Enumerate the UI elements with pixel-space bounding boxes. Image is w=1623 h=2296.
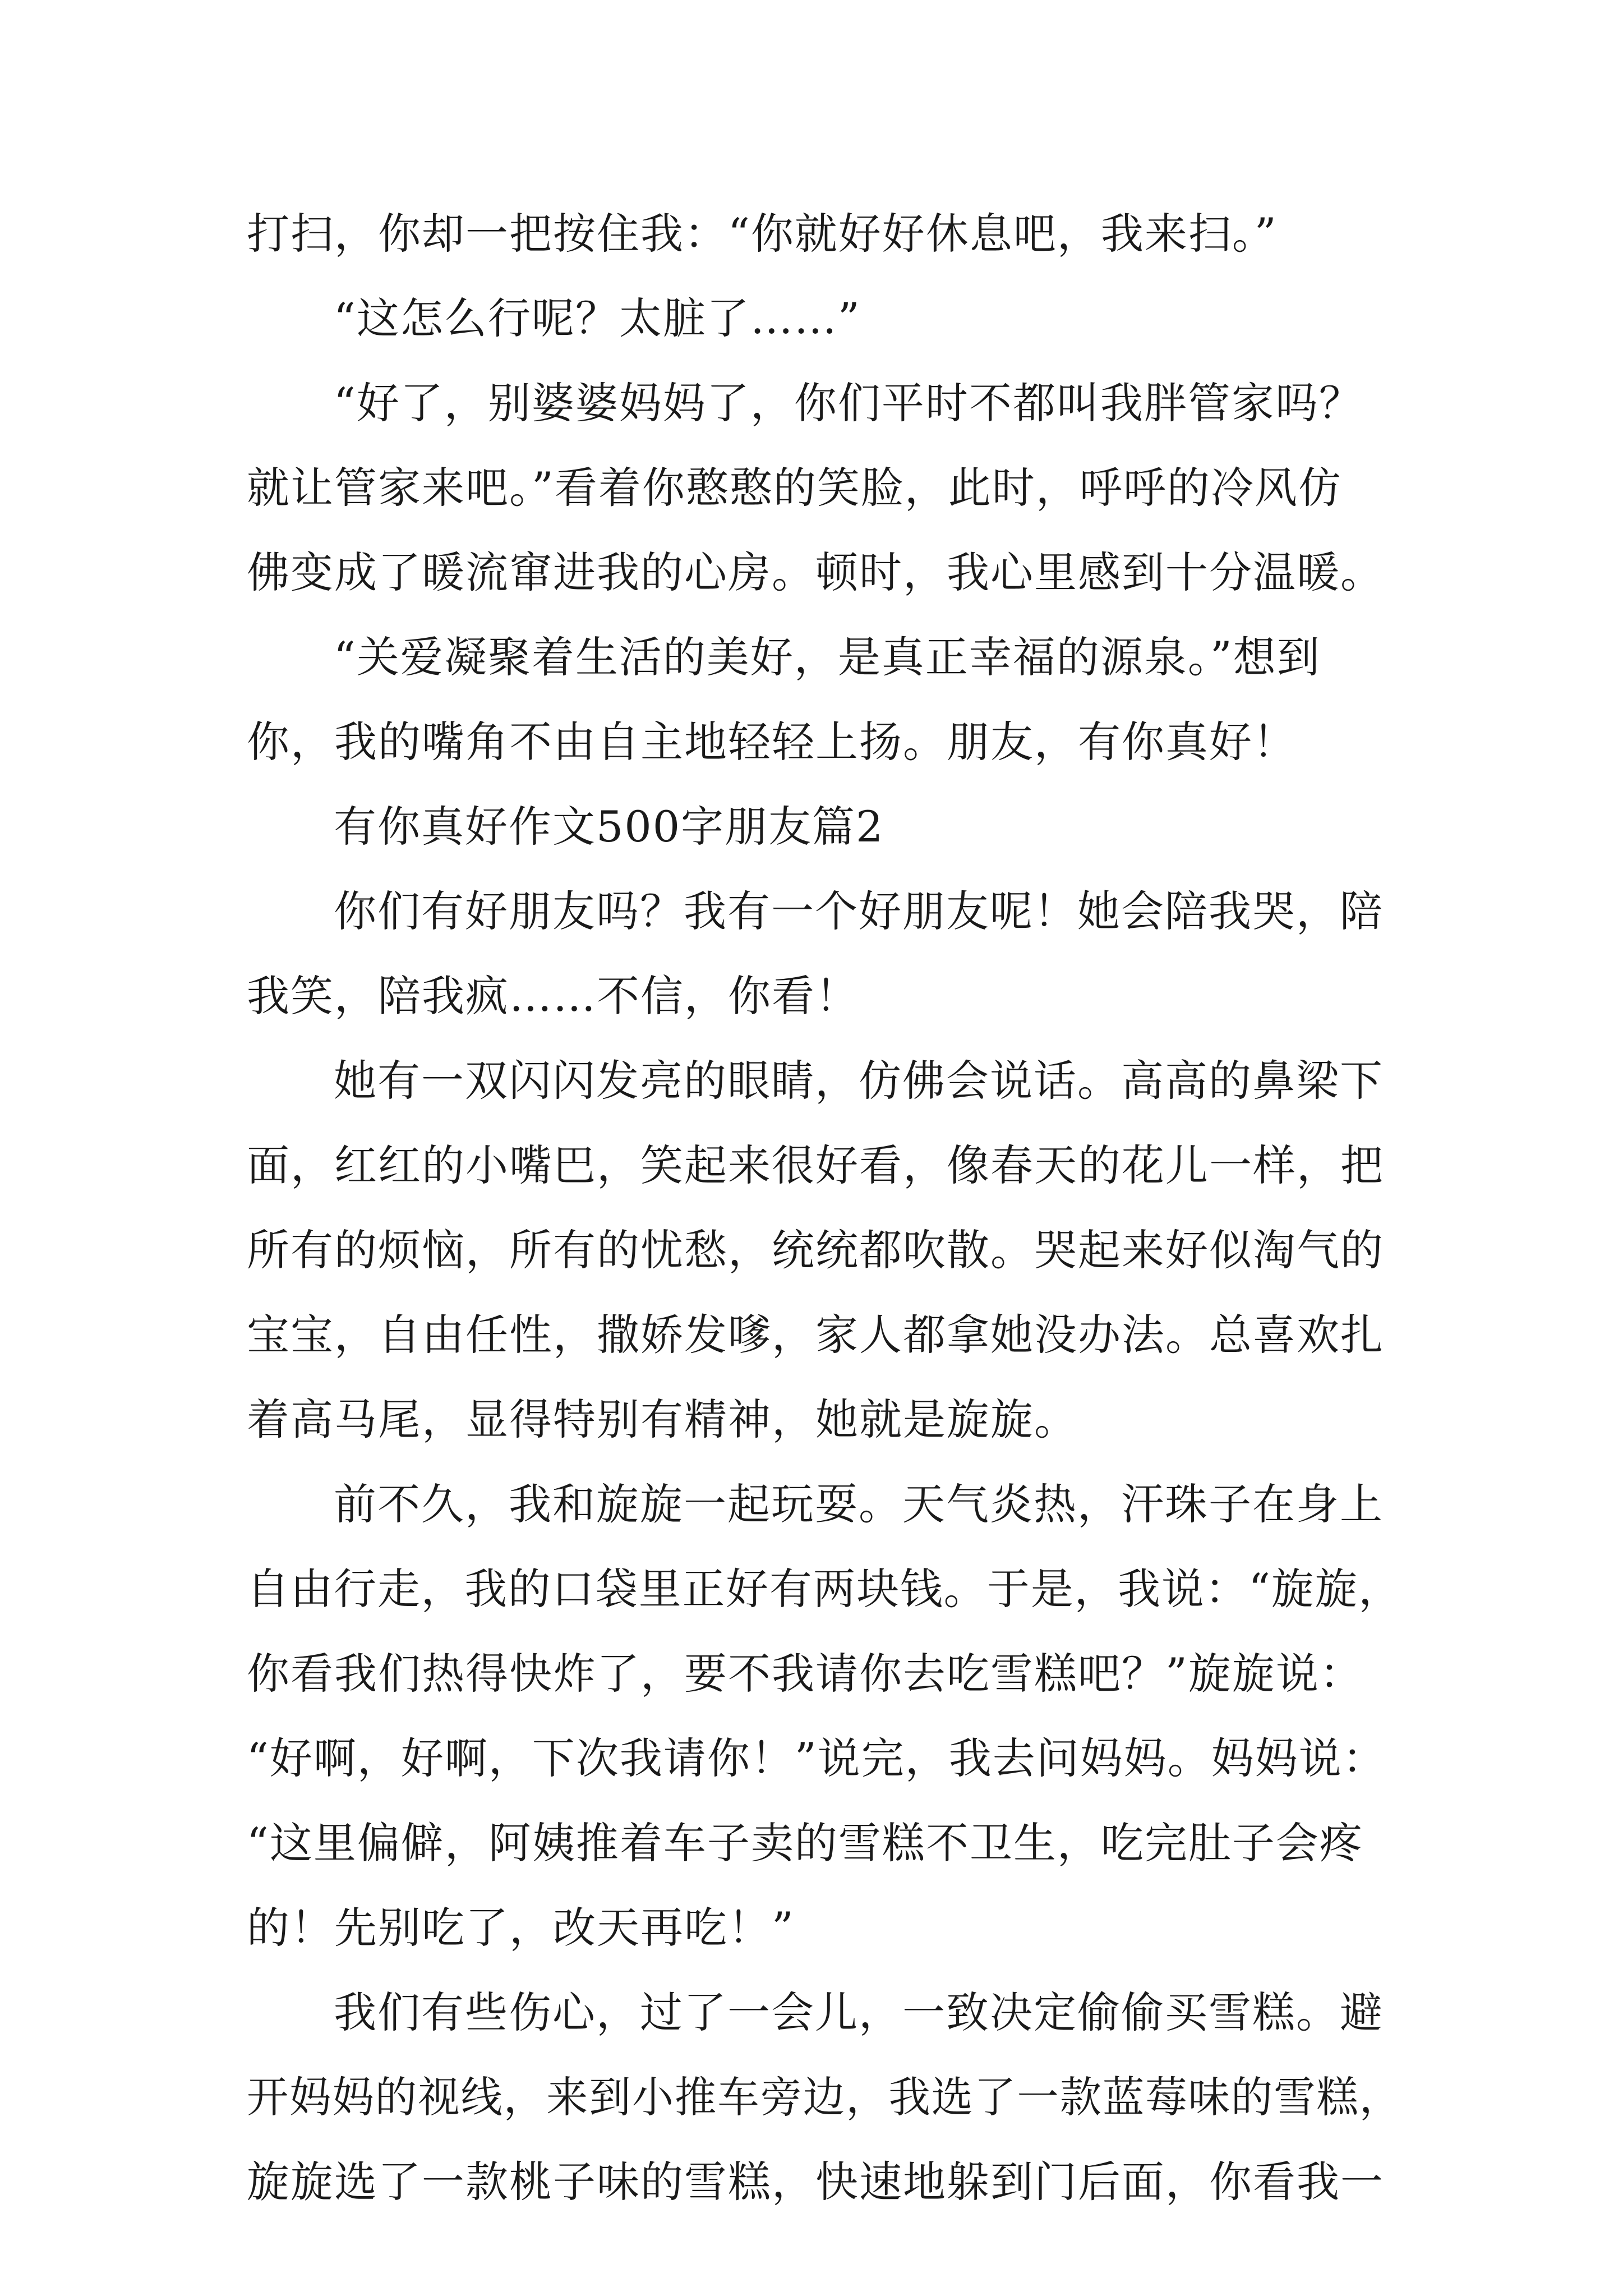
text-line: 着高马尾，显得特别有精神，她就是旋旋。 xyxy=(247,1395,1078,1444)
text-line: 前不久，我和旋旋一起玩耍。天气炎热，汗珠子在身上 xyxy=(334,1479,1384,1529)
text-line: 面，红红的小嘴巴，笑起来很好看，像春天的花儿一样，把 xyxy=(247,1140,1384,1190)
text-line: 你们有好朋友吗？我有一个好朋友呢！她会陪我哭，陪 xyxy=(334,886,1384,936)
text-line: “好啊，好啊，下次我请你！”说完，我去问妈妈。妈妈说： xyxy=(247,1733,1386,1783)
text-line: 旋旋选了一款桃子味的雪糕，快速地躲到门后面，你看我一 xyxy=(247,2157,1384,2207)
text-line: 开妈妈的视线，来到小推车旁边，我选了一款蓝莓味的雪糕， xyxy=(247,2072,1403,2122)
text-line: “关爱凝聚着生活的美好，是真正幸福的源泉。”想到 xyxy=(334,632,1321,682)
text-line: “这怎么行呢？太脏了……” xyxy=(334,293,861,343)
text-line: 宝宝，自由任性，撒娇发嗲，家人都拿她没办法。总喜欢扎 xyxy=(247,1310,1384,1360)
text-line: 她有一双闪闪发亮的眼睛，仿佛会说话。高高的鼻梁下 xyxy=(334,1056,1384,1106)
text-line: 我笑，陪我疯……不信，你看！ xyxy=(247,971,859,1021)
text-line: 的！先别吃了，改天再吃！” xyxy=(247,1903,795,1953)
text-line: 我们有些伤心，过了一会儿，一致决定偷偷买雪糕。避 xyxy=(334,1987,1384,2037)
section-heading: 有你真好作文500字朋友篇2 xyxy=(334,802,884,852)
text-line: 自由行走，我的口袋里正好有两块钱。于是，我说：“旋旋， xyxy=(247,1564,1402,1614)
text-line: 你，我的嘴角不由自主地轻轻上扬。朋友，有你真好！ xyxy=(247,717,1297,767)
text-line: “这里偏僻，阿姨推着车子卖的雪糕不卫生，吃完肚子会疼 xyxy=(247,1818,1363,1868)
text-line: 所有的烦恼，所有的忧愁，统统都吹散。哭起来好似淘气的 xyxy=(247,1225,1384,1275)
text-line: 打扫，你却一把按住我：“你就好好休息吧，我来扫。” xyxy=(247,209,1278,259)
text-line: 佛变成了暖流窜进我的心房。顿时，我心里感到十分温暖。 xyxy=(247,547,1384,597)
text-line: 就让管家来吧。”看着你憨憨的笑脸，此时，呼呼的冷风仿 xyxy=(247,463,1342,513)
text-line: 你看我们热得快炸了，要不我请你去吃雪糕吧？”旋旋说： xyxy=(247,1649,1363,1699)
text-line: “好了，别婆婆妈妈了，你们平时不都叫我胖管家吗？ xyxy=(334,378,1363,428)
